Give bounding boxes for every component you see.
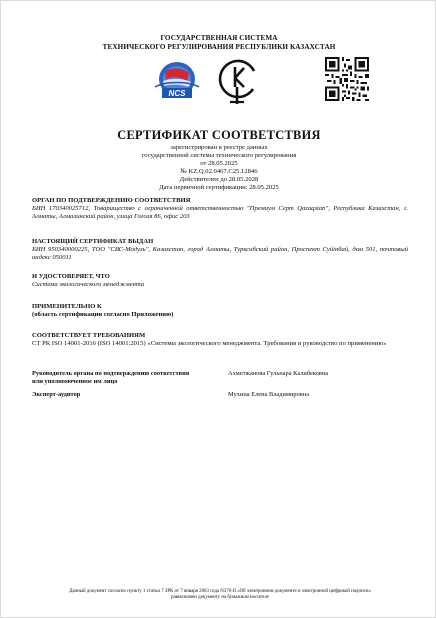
first-certification-date: Дата первичной сертификации: 28.05.2025 (159, 183, 279, 191)
head-signature-name: Ахметжанова Гульнара Калибековна (228, 370, 329, 377)
auditor-signature-row (32, 391, 408, 401)
issued-to-heading: НАСТОЯЩИЙ СЕРТИФИКАТ ВЫДАН (32, 238, 154, 245)
certification-body-section (32, 197, 408, 221)
complies-section (32, 332, 408, 348)
header-line-1: ГОСУДАРСТВЕННАЯ СИСТЕМА (160, 34, 278, 42)
registration-block (1, 144, 436, 191)
kz-conformity-mark-icon (217, 57, 257, 107)
registration-line-1: зарегистрирован в реестре данных (170, 144, 268, 151)
valid-until: Действителен до 28.05.2028 (179, 175, 259, 183)
auditor-label: Эксперт-аудитор (32, 391, 81, 398)
certificate-number: № KZ.Q.02.0467.C25.12846 (180, 167, 258, 175)
certifies-section (32, 273, 408, 289)
complies-text: СТ РК ISO 14001-2016 (ISO 14001:2015) «Системы экологического менеджмента. Требования и руководство по применению» (32, 339, 387, 347)
qr-code-icon (325, 57, 369, 101)
footer-note (37, 589, 403, 601)
applicable-section (32, 303, 408, 319)
applicable-text: (область сертификации согласно Приложению) (32, 310, 174, 318)
certificate-title: СЕРТИФИКАТ СООТВЕТСТВИЯ (117, 128, 321, 142)
ncs-logo-text: NCS (168, 89, 186, 98)
auditor-name: Мухина Елена Владимировна (228, 391, 310, 398)
issued-to-text: БИН 950340000225, ТОО "СВС-Модуль", Казахстан, город Алматы, Турксибский район, Проспект Суйінбай, дом 501, почтовый индекс 050011 (32, 245, 408, 261)
head-signature-row (32, 370, 408, 388)
certifies-text: Система экологического менеджмента (32, 280, 145, 288)
registration-date: от 28.05.2025 (200, 159, 238, 167)
issued-to-section (32, 238, 408, 262)
certification-body-heading: ОРГАН ПО ПОДТВЕРЖДЕНИЮ СООТВЕТСТВИЯ (32, 197, 191, 204)
applicable-heading: ПРИМЕНИТЕЛЬНО К (32, 303, 102, 310)
ncs-logo-icon (151, 59, 203, 103)
complies-heading: СООТВЕТСТВУЕТ ТРЕБОВАНИЯМ (32, 332, 146, 339)
certifies-heading: И УДОСТОВЕРЯЕТ, ЧТО (32, 273, 110, 280)
header-line-2: ТЕХНИЧЕСКОГО РЕГУЛИРОВАНИЯ РЕСПУБЛИКИ КАЗАХСТАН (102, 42, 336, 51)
certification-body-text: БИН 170340025712, Товарищество с ограниченной ответственностью "Премиум Серт Qazaqstan", Республика Казахстан, г. Алматы, Алмалинский район, улица Гоголя 86, офис 203 (32, 204, 408, 220)
footer-line-1: Данный документ согласно пункту 1 статьи 7 ЗРК от 7 января 2003 года N370-II «Об электронном документе и электронной цифровой подписи» (69, 589, 371, 594)
head-signature-label: Руководитель органа по подтверждению соответствия или уполномоченное им лицо (32, 370, 190, 385)
footer-line-2: равнозначен документу на бумажном носителе (171, 595, 269, 600)
header (1, 34, 436, 51)
registration-line-2: государственной системы технического регулирования (141, 151, 297, 159)
